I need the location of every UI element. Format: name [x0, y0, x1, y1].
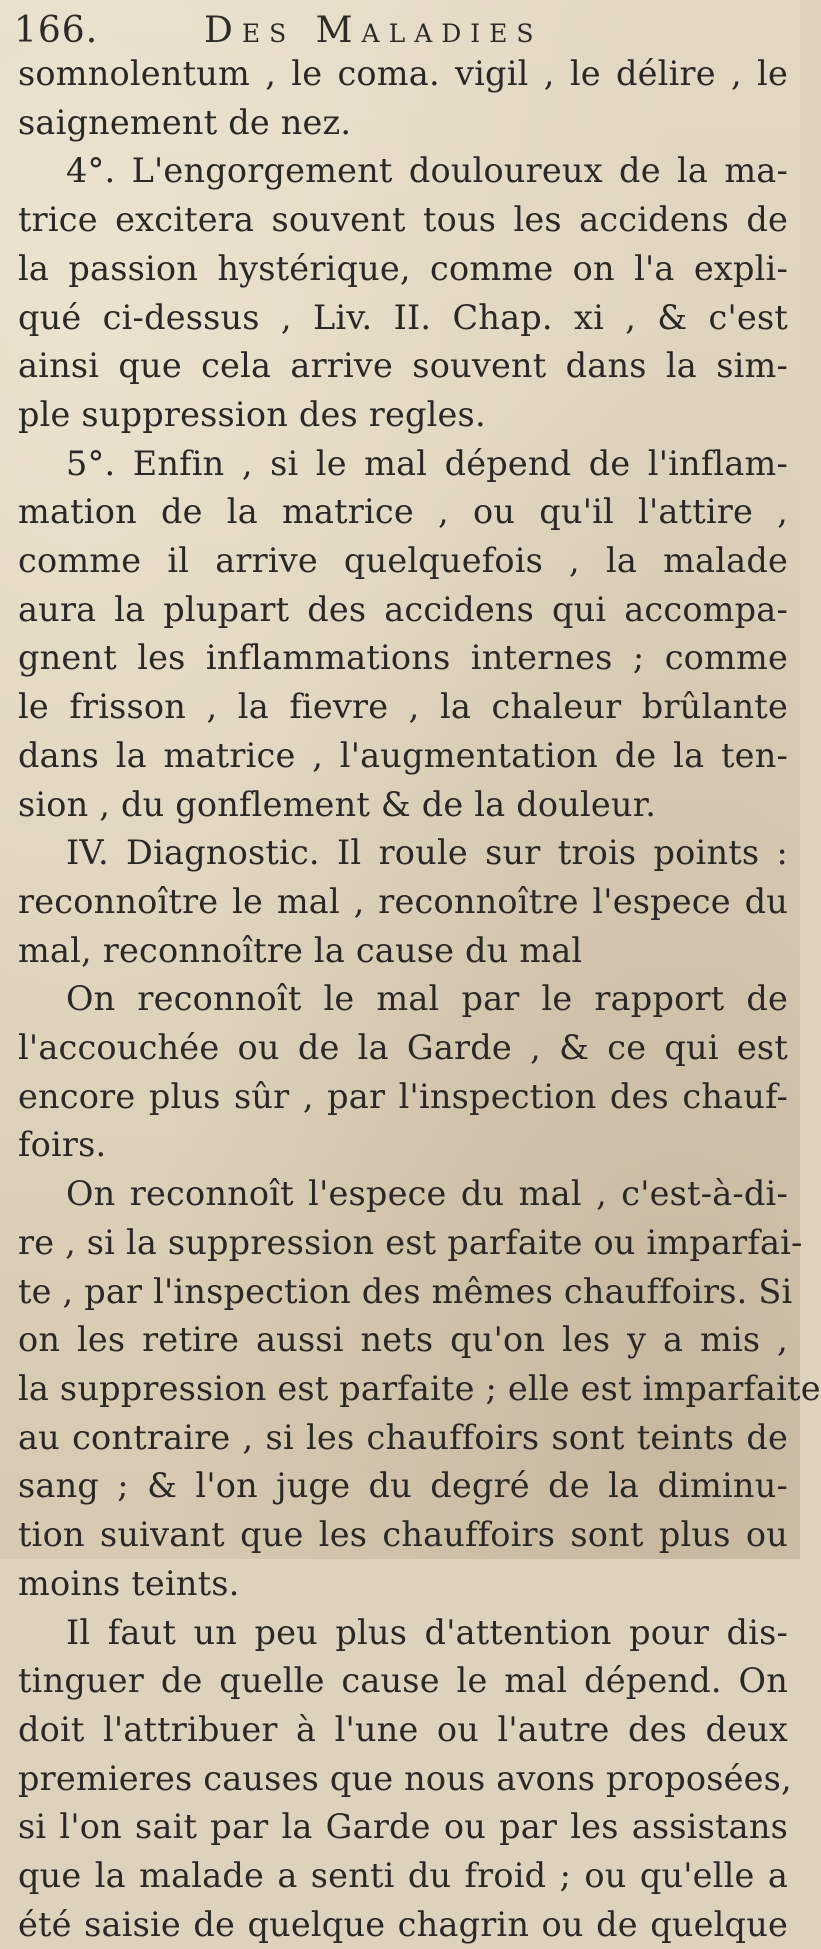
text-line: 5°. Enfin , si le mal dépend de l'inflam- — [66, 443, 788, 483]
text-line: foirs. — [18, 1125, 107, 1165]
text-line: tinguer de quelle cause le mal dépend. On — [18, 1661, 788, 1701]
text-line: saignement de nez. — [18, 102, 352, 142]
text-line: été saisie de quelque chagrin ou de quelque — [18, 1904, 788, 1944]
text-line: au contraire , si les chauffoirs sont teints de — [18, 1417, 788, 1457]
text-line: doit l'attribuer à l'une ou l'autre des deux — [18, 1709, 788, 1749]
text-line: on les retire aussi nets qu'on les y a mis , — [18, 1320, 788, 1360]
text-line: mation de la matrice , ou qu'il l'attire , — [18, 492, 788, 532]
body-text — [18, 50, 821, 1949]
running-head: Des Maladies — [204, 10, 543, 51]
text-line: le frisson , la fievre , la chaleur brûlante — [18, 687, 788, 727]
text-line: ple suppression des regles. — [18, 394, 486, 434]
text-line: trice excitera souvent tous les accidens de — [18, 200, 788, 240]
text-line: tion suivant que les chauffoirs sont plus ou — [18, 1515, 788, 1555]
text-line: re , si la suppression est parfaite ou imparfai- — [18, 1222, 803, 1262]
text-line: reconnoître le mal , reconnoître l'espece du — [18, 881, 788, 921]
text-line: moins teints. — [18, 1563, 240, 1603]
text-line: comme il arrive quelquefois , la malade — [18, 541, 788, 581]
text-line: sion , du gonflement & de la douleur. — [18, 784, 657, 824]
text-line: premieres causes que nous avons proposées, — [18, 1758, 792, 1798]
text-line: IV. Diagnostic. Il roule sur trois points : — [66, 833, 788, 873]
page-header — [14, 8, 780, 56]
text-line: l'accouchée ou de la Garde , & ce qui est — [18, 1028, 788, 1068]
text-line: si l'on sait par la Garde ou par les assistans — [18, 1807, 788, 1847]
text-line: aura la plupart des accidens qui accompa- — [18, 589, 788, 629]
text-line: que la malade a senti du froid ; ou qu'elle a — [18, 1856, 788, 1896]
text-line: mal, reconnoître la cause du mal — [18, 930, 583, 970]
text-line: On reconnoît le mal par le rapport de — [66, 979, 788, 1019]
text-line: la passion hystérique, comme on l'a expli- — [18, 248, 788, 288]
text-line: somnolentum , le coma. vigil , le délire , le — [18, 54, 788, 93]
text-line: qué ci-dessus , Liv. II. Chap. xi , & c'est — [18, 297, 788, 337]
text-line: Il faut un peu plus d'attention pour dis- — [66, 1612, 788, 1652]
text-line: 4°. L'engorgement douloureux de la ma- — [66, 151, 788, 191]
text-line: sang ; & l'on juge du degré de la diminu- — [18, 1466, 788, 1506]
text-line: On reconnoît l'espece du mal , c'est-à-di- — [66, 1174, 788, 1214]
text-line: te , par l'inspection des mêmes chauffoirs. Si — [18, 1271, 793, 1311]
text-line: dans la matrice , l'augmentation de la ten- — [18, 735, 788, 775]
text-line: encore plus sûr , par l'inspection des chauf- — [18, 1076, 788, 1116]
text-line: ainsi que cela arrive souvent dans la sim- — [18, 346, 788, 386]
page-number: 166. — [14, 10, 99, 51]
text-line: gnent les inflammations internes ; comme — [18, 638, 788, 678]
text-line: la suppression est parfaite ; elle est imparfaite — [18, 1368, 821, 1408]
